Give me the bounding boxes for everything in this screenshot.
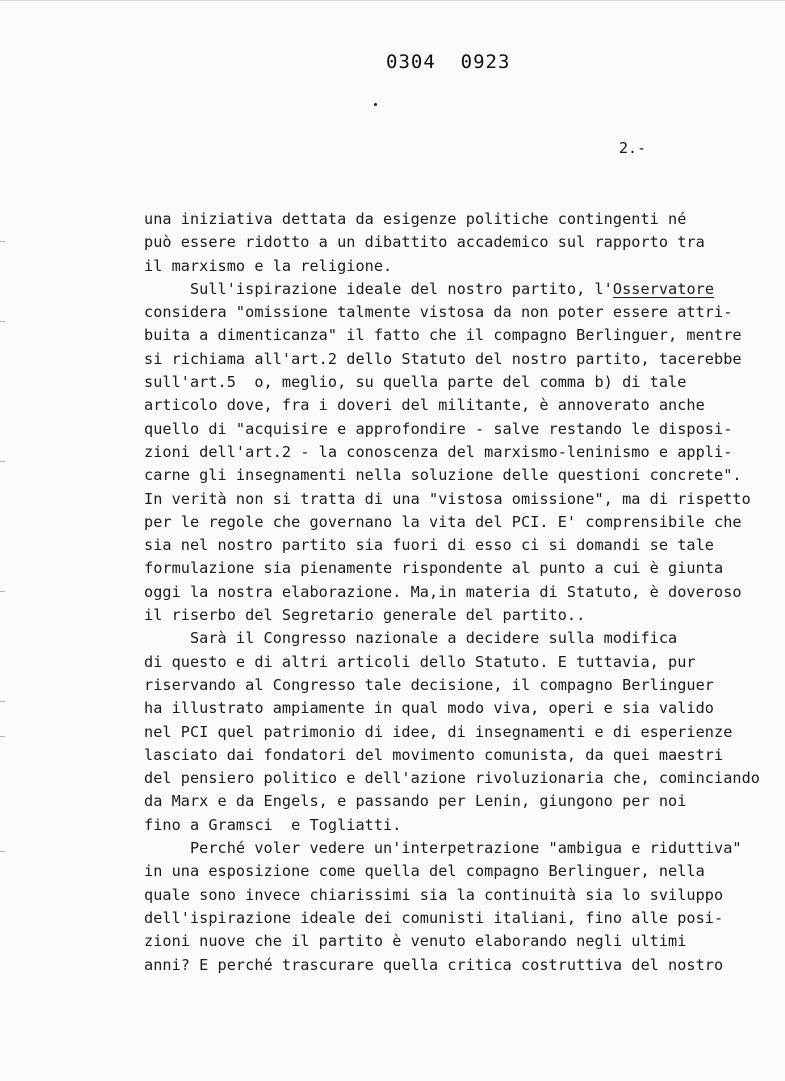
text-line: può essere ridotto a un dibattito accademico sul rapporto tra — [144, 233, 705, 252]
text-line: In verità non si tratta di una "vistosa omissione", ma di rispetto — [144, 489, 751, 508]
text-line: si richiama all'art.2 dello Statuto del nostro partito, tacerebbe — [144, 349, 742, 368]
text-line: sia nel nostro partito sia fuori di esso ci si domandi se tale — [144, 536, 715, 555]
text-line: di questo e di altri articoli dello Statuto. E tuttavia, pur — [144, 652, 696, 671]
margin-mark — [0, 241, 5, 242]
page-number: 2.- — [619, 139, 647, 157]
text-line: anni? E perché trascurare quella critica costruttiva del nostro — [144, 955, 724, 974]
text-line: del pensiero politico e dell'azione rivoluzionaria che, cominciando — [144, 769, 760, 788]
text-line: da Marx e da Engels, e passando per Lenin, giungono per noi — [144, 792, 687, 811]
text-line: nel PCI quel patrimonio di idee, di insegnamenti e di esperienze — [144, 722, 733, 741]
text-line: Perché voler vedere un'interpetrazione "ambigua e riduttiva" — [144, 839, 742, 858]
text-line: articolo dove, fra i doveri del militante, è annoverato anche — [144, 396, 705, 415]
body-text — [144, 208, 764, 977]
text-line: quale sono invece chiarissimi sia la continuità sia lo sviluppo — [144, 885, 724, 904]
text-line: dell'ispirazione ideale dei comunisti italiani, fino alle posi- — [144, 908, 724, 927]
text-line: in una esposizione come quella del compagno Berlinguer, nella — [144, 862, 705, 881]
text-line: quello di "acquisire e approfondire - salve restando le disposi- — [144, 419, 733, 438]
ink-dot — [374, 103, 377, 106]
text-segment: Sull'ispirazione ideale del nostro partito, l' — [144, 279, 613, 298]
text-line: lasciato dai fondatori del movimento comunista, da quei maestri — [144, 745, 724, 764]
margin-mark — [0, 461, 5, 462]
text-line: il riserbo del Segretario generale del partito.. — [144, 606, 586, 625]
text-line: zioni nuove che il partito è venuto elaborando negli ultimi — [144, 932, 687, 951]
text-line — [144, 278, 764, 301]
text-line: fino a Gramsci e Togliatti. — [144, 815, 402, 834]
text-line: carne gli insegnamenti nella soluzione delle questioni concrete". — [144, 466, 742, 485]
text-line: considera "omissione talmente vistosa da non poter essere attri- — [144, 303, 733, 322]
text-line: il marxismo e la religione. — [144, 256, 393, 275]
text-line: formulazione sia pienamente rispondente al punto a cui è giunta — [144, 559, 724, 578]
text-line: oggi la nostra elaborazione. Ma,in materia di Statuto, è doveroso — [144, 582, 742, 601]
text-line: riservando al Congresso tale decisione, il compagno Berlinguer — [144, 675, 715, 694]
text-line: una iniziativa dettata da esigenze politiche contingenti né — [144, 210, 687, 228]
text-line: ha illustrato ampiamente in qual modo viva, operi e sia valido — [144, 699, 715, 718]
margin-mark — [0, 591, 5, 592]
document-code: 0304 0923 — [386, 51, 511, 73]
margin-mark — [0, 321, 5, 322]
text-line: buita a dimenticanza" il fatto che il compagno Berlinguer, mentre — [144, 326, 742, 345]
underlined-word: Osservatore — [612, 279, 715, 298]
text-line: Sarà il Congresso nazionale a decidere sulla modifica — [144, 629, 678, 648]
text-line: per le regole che governano la vita del PCI. E' comprensibile che — [144, 512, 742, 531]
margin-mark — [0, 851, 5, 852]
margin-mark — [0, 701, 5, 702]
text-line: zioni dell'art.2 - la conoscenza del marxismo-leninismo e appli- — [144, 442, 733, 461]
text-line: sull'art.5 o, meglio, su quella parte del comma b) di tale — [144, 373, 687, 392]
margin-mark — [0, 736, 5, 737]
